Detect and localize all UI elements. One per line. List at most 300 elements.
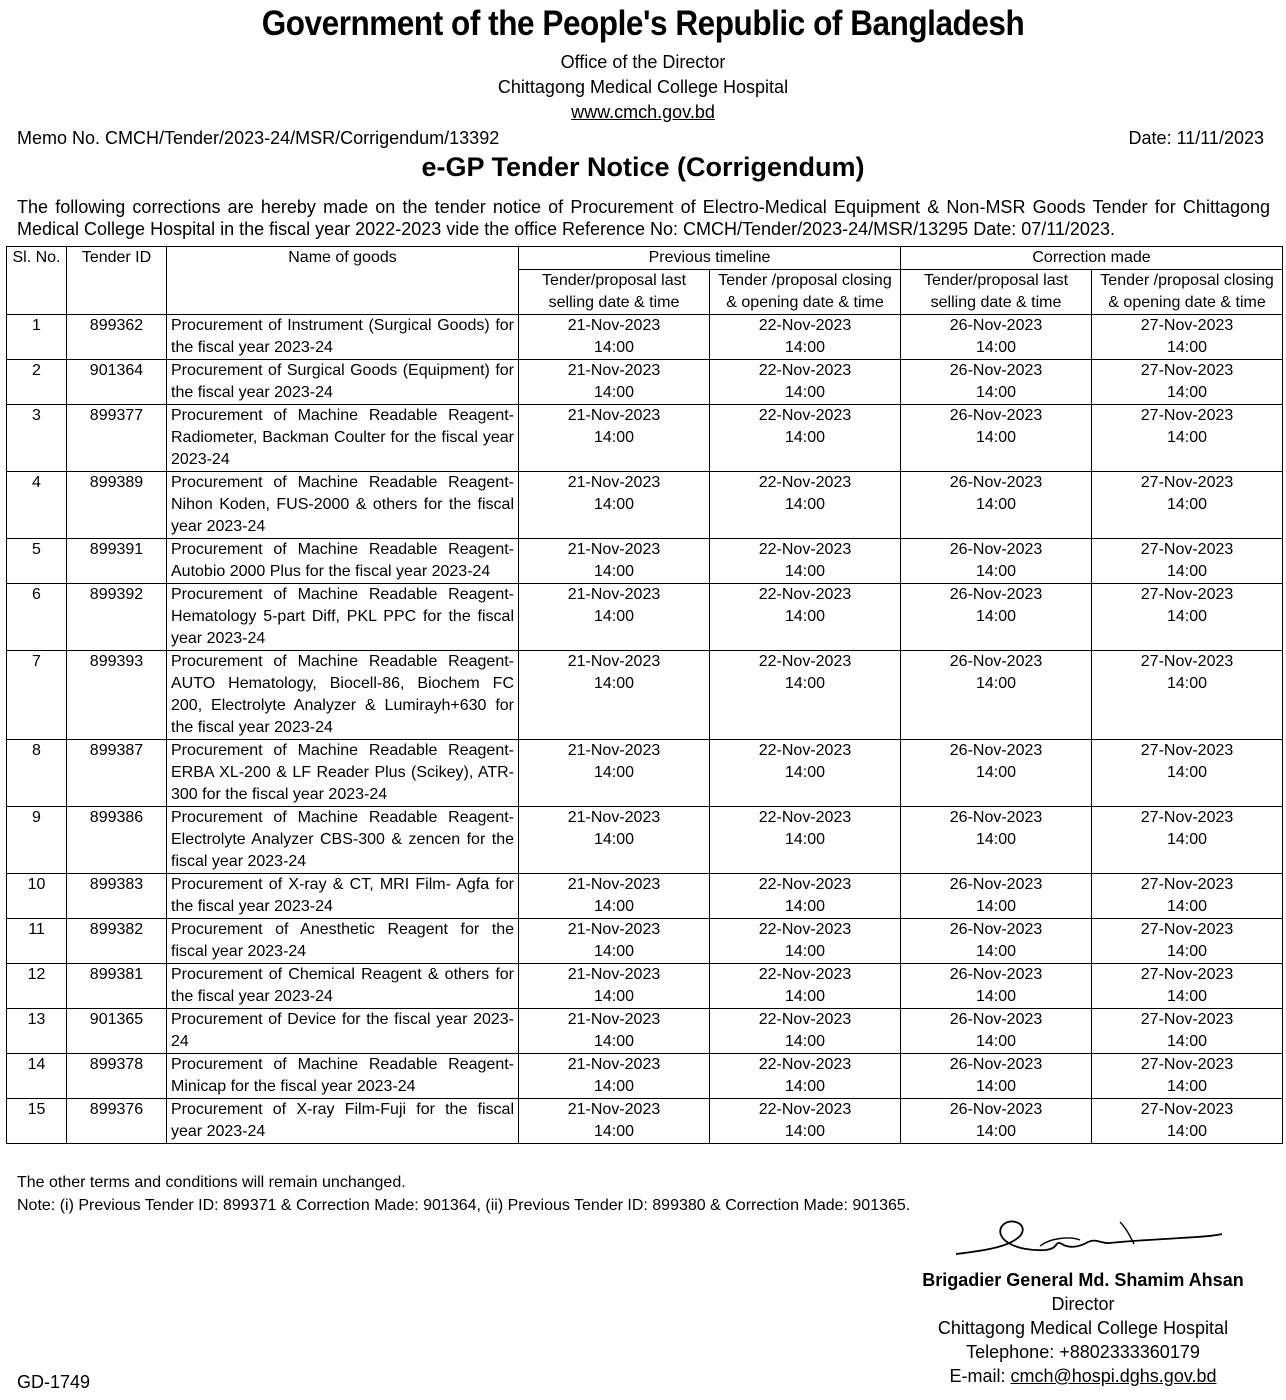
table-row bbox=[7, 472, 1283, 539]
cell-tender-id bbox=[67, 1009, 167, 1054]
time-value: 14:00 bbox=[975, 831, 1017, 848]
cell-goods bbox=[167, 360, 519, 405]
header-sl: Sl. No. bbox=[7, 247, 67, 315]
time-value: 14:00 bbox=[1166, 1123, 1208, 1140]
email-link[interactable]: cmch@hospi.dghs.gov.bd bbox=[1010, 1366, 1217, 1386]
cell-goods bbox=[167, 807, 519, 874]
time-value: 14:00 bbox=[1166, 943, 1208, 960]
table-row bbox=[7, 315, 1283, 360]
header-new-selling: Tender/proposal last selling date & time bbox=[901, 270, 1092, 315]
table-row bbox=[7, 539, 1283, 584]
signatory-telephone: Telephone: +8802333360179 bbox=[966, 1342, 1200, 1362]
cell-new-closing bbox=[1092, 360, 1283, 405]
date-value: 27-Nov-2023 bbox=[1140, 809, 1234, 826]
goods-name: Procurement of Machine Readable Reagent-Electrolyte Analyzer CBS-300 & zencen for the fiscal year 2023-24 bbox=[171, 809, 514, 870]
tender-id: 899387 bbox=[89, 742, 144, 759]
cell-prev-closing bbox=[710, 472, 901, 539]
cell-new-closing bbox=[1092, 472, 1283, 539]
tender-id: 899391 bbox=[89, 541, 144, 558]
date-value: 22-Nov-2023 bbox=[758, 474, 852, 491]
cell-new-selling bbox=[901, 1009, 1092, 1054]
date-value: 21-Nov-2023 bbox=[567, 921, 661, 938]
date-value: 21-Nov-2023 bbox=[567, 586, 661, 603]
cell-new-selling bbox=[901, 807, 1092, 874]
cell-new-closing bbox=[1092, 807, 1283, 874]
cell-new-closing bbox=[1092, 405, 1283, 472]
table-row bbox=[7, 874, 1283, 919]
cell-prev-closing bbox=[710, 807, 901, 874]
cell-prev-selling bbox=[519, 1009, 710, 1054]
cell-sl bbox=[7, 405, 67, 472]
cell-tender-id bbox=[67, 651, 167, 740]
table-row bbox=[7, 740, 1283, 807]
sl-number: 12 bbox=[27, 966, 46, 983]
tender-id: 899376 bbox=[89, 1101, 144, 1118]
date-value: 26-Nov-2023 bbox=[949, 1101, 1043, 1118]
footnote: Note: (i) Previous Tender ID: 899371 & Correction Made: 901364, (ii) Previous Tender ID: 899380 & Correction Made: 901365. bbox=[17, 1197, 911, 1214]
cell-sl bbox=[7, 360, 67, 405]
time-value: 14:00 bbox=[784, 988, 826, 1005]
time-value: 14:00 bbox=[784, 339, 826, 356]
page-title: Government of the People's Republic of Bangladesh bbox=[261, 4, 1025, 43]
cell-prev-selling bbox=[519, 1099, 710, 1144]
cell-tender-id bbox=[67, 315, 167, 360]
cell-goods bbox=[167, 539, 519, 584]
tender-id: 899378 bbox=[89, 1056, 144, 1073]
office-name: Office of the Director bbox=[560, 52, 726, 72]
time-value: 14:00 bbox=[1166, 988, 1208, 1005]
time-value: 14:00 bbox=[1166, 1033, 1208, 1050]
time-value: 14:00 bbox=[593, 496, 635, 513]
date-value: 21-Nov-2023 bbox=[567, 809, 661, 826]
goods-name: Procurement of Chemical Reagent & others for the fiscal year 2023-24 bbox=[171, 966, 514, 1005]
table-row bbox=[7, 1009, 1283, 1054]
cell-tender-id bbox=[67, 1099, 167, 1144]
date-value: 22-Nov-2023 bbox=[758, 362, 852, 379]
time-value: 14:00 bbox=[784, 1033, 826, 1050]
time-value: 14:00 bbox=[784, 563, 826, 580]
date-value: 26-Nov-2023 bbox=[949, 362, 1043, 379]
cell-tender-id bbox=[67, 472, 167, 539]
date-value: 21-Nov-2023 bbox=[567, 1011, 661, 1028]
sl-number: 14 bbox=[27, 1056, 46, 1073]
signatory-name: Brigadier General Md. Shamim Ahsan bbox=[922, 1270, 1244, 1290]
cell-new-closing bbox=[1092, 740, 1283, 807]
time-value: 14:00 bbox=[593, 943, 635, 960]
goods-name: Procurement of Machine Readable Reagent-AUTO Hematology, Biocell-86, Biochem FC 200, Electrolyte Analyzer & Lumirayh+630 for the fiscal year 2023-24 bbox=[171, 653, 514, 736]
cell-prev-closing bbox=[710, 651, 901, 740]
time-value: 14:00 bbox=[975, 1123, 1017, 1140]
cell-new-closing bbox=[1092, 315, 1283, 360]
header-correction-made: Correction made bbox=[901, 247, 1283, 270]
time-value: 14:00 bbox=[593, 675, 635, 692]
date-value: 22-Nov-2023 bbox=[758, 653, 852, 670]
time-value: 14:00 bbox=[593, 898, 635, 915]
cell-goods bbox=[167, 1099, 519, 1144]
notice-heading: e-GP Tender Notice (Corrigendum) bbox=[421, 152, 865, 182]
cell-prev-selling bbox=[519, 874, 710, 919]
time-value: 14:00 bbox=[1166, 384, 1208, 401]
cell-new-selling bbox=[901, 539, 1092, 584]
notice-date: Date: 11/11/2023 bbox=[1128, 128, 1264, 148]
time-value: 14:00 bbox=[593, 831, 635, 848]
time-value: 14:00 bbox=[784, 608, 826, 625]
date-value: 21-Nov-2023 bbox=[567, 317, 661, 334]
table-row bbox=[7, 964, 1283, 1009]
cell-prev-closing bbox=[710, 539, 901, 584]
cell-prev-closing bbox=[710, 1009, 901, 1054]
cell-prev-selling bbox=[519, 584, 710, 651]
date-value: 21-Nov-2023 bbox=[567, 1101, 661, 1118]
cell-new-selling bbox=[901, 964, 1092, 1009]
date-value: 26-Nov-2023 bbox=[949, 1056, 1043, 1073]
cell-tender-id bbox=[67, 807, 167, 874]
cell-sl bbox=[7, 874, 67, 919]
header-new-closing: Tender /proposal closing & opening date & time bbox=[1092, 270, 1283, 315]
cell-new-closing bbox=[1092, 584, 1283, 651]
website-link[interactable]: www.cmch.gov.bd bbox=[571, 102, 715, 122]
header-goods: Name of goods bbox=[167, 247, 519, 315]
time-value: 14:00 bbox=[593, 429, 635, 446]
cell-prev-closing bbox=[710, 919, 901, 964]
cell-tender-id bbox=[67, 584, 167, 651]
cell-prev-closing bbox=[710, 1054, 901, 1099]
date-value: 26-Nov-2023 bbox=[949, 876, 1043, 893]
tender-id: 901364 bbox=[89, 362, 144, 379]
sl-number: 4 bbox=[32, 474, 41, 491]
cell-prev-selling bbox=[519, 315, 710, 360]
date-value: 26-Nov-2023 bbox=[949, 653, 1043, 670]
cell-new-selling bbox=[901, 472, 1092, 539]
date-value: 26-Nov-2023 bbox=[949, 407, 1043, 424]
date-value: 27-Nov-2023 bbox=[1140, 966, 1234, 983]
table-row bbox=[7, 405, 1283, 472]
date-value: 27-Nov-2023 bbox=[1140, 317, 1234, 334]
reference-code: GD-1749 bbox=[17, 1372, 91, 1392]
goods-name: Procurement of Device for the fiscal year 2023-24 bbox=[171, 1011, 514, 1050]
cell-goods bbox=[167, 315, 519, 360]
date-value: 22-Nov-2023 bbox=[758, 876, 852, 893]
cell-prev-selling bbox=[519, 807, 710, 874]
cell-tender-id bbox=[67, 919, 167, 964]
date-value: 21-Nov-2023 bbox=[567, 966, 661, 983]
sl-number: 2 bbox=[32, 362, 41, 379]
date-value: 26-Nov-2023 bbox=[949, 809, 1043, 826]
time-value: 14:00 bbox=[784, 384, 826, 401]
time-value: 14:00 bbox=[975, 429, 1017, 446]
cell-sl bbox=[7, 964, 67, 1009]
date-value: 22-Nov-2023 bbox=[758, 742, 852, 759]
cell-new-closing bbox=[1092, 1054, 1283, 1099]
sl-number: 11 bbox=[28, 921, 45, 938]
table-row bbox=[7, 360, 1283, 405]
cell-sl bbox=[7, 1099, 67, 1144]
time-value: 14:00 bbox=[593, 339, 635, 356]
cell-sl bbox=[7, 1054, 67, 1099]
time-value: 14:00 bbox=[975, 988, 1017, 1005]
date-value: 21-Nov-2023 bbox=[567, 407, 661, 424]
cell-prev-closing bbox=[710, 874, 901, 919]
cell-new-closing bbox=[1092, 919, 1283, 964]
goods-name: Procurement of Machine Readable Reagent-Autobio 2000 Plus for the fiscal year 2023-24 bbox=[171, 541, 514, 580]
cell-prev-closing bbox=[710, 964, 901, 1009]
date-value: 27-Nov-2023 bbox=[1140, 474, 1234, 491]
time-value: 14:00 bbox=[975, 1078, 1017, 1095]
cell-new-selling bbox=[901, 315, 1092, 360]
header-tender-id: Tender ID bbox=[67, 247, 167, 315]
memo-number: Memo No. CMCH/Tender/2023-24/MSR/Corrigendum/13392 bbox=[17, 128, 500, 148]
cell-sl bbox=[7, 472, 67, 539]
goods-name: Procurement of Machine Readable Reagent-Radiometer, Backman Coulter for the fiscal year 2023-24 bbox=[171, 407, 514, 468]
time-value: 14:00 bbox=[784, 831, 826, 848]
cell-prev-closing bbox=[710, 405, 901, 472]
sl-number: 1 bbox=[32, 317, 41, 334]
cell-new-closing bbox=[1092, 874, 1283, 919]
sl-number: 3 bbox=[32, 407, 41, 424]
cell-goods bbox=[167, 405, 519, 472]
cell-new-selling bbox=[901, 360, 1092, 405]
table-row bbox=[7, 584, 1283, 651]
date-value: 27-Nov-2023 bbox=[1140, 742, 1234, 759]
date-value: 22-Nov-2023 bbox=[758, 1056, 852, 1073]
date-value: 27-Nov-2023 bbox=[1140, 1056, 1234, 1073]
time-value: 14:00 bbox=[975, 1033, 1017, 1050]
signatory-block bbox=[900, 1268, 1266, 1388]
cell-goods bbox=[167, 740, 519, 807]
date-value: 26-Nov-2023 bbox=[949, 966, 1043, 983]
time-value: 14:00 bbox=[975, 898, 1017, 915]
time-value: 14:00 bbox=[1166, 675, 1208, 692]
cell-goods bbox=[167, 919, 519, 964]
cell-tender-id bbox=[67, 405, 167, 472]
tender-table-body bbox=[7, 315, 1283, 1144]
tender-id: 901365 bbox=[89, 1011, 144, 1028]
hospital-name: Chittagong Medical College Hospital bbox=[497, 77, 789, 97]
tender-id: 899383 bbox=[89, 876, 144, 893]
date-value: 26-Nov-2023 bbox=[949, 1011, 1043, 1028]
email-label: E-mail: bbox=[949, 1366, 1011, 1386]
cell-sl bbox=[7, 1009, 67, 1054]
time-value: 14:00 bbox=[593, 1033, 635, 1050]
time-value: 14:00 bbox=[1166, 831, 1208, 848]
cell-new-closing bbox=[1092, 1099, 1283, 1144]
date-value: 27-Nov-2023 bbox=[1140, 876, 1234, 893]
cell-prev-selling bbox=[519, 964, 710, 1009]
date-value: 27-Nov-2023 bbox=[1140, 586, 1234, 603]
date-value: 26-Nov-2023 bbox=[949, 742, 1043, 759]
cell-sl bbox=[7, 919, 67, 964]
time-value: 14:00 bbox=[1166, 496, 1208, 513]
time-value: 14:00 bbox=[1166, 1078, 1208, 1095]
tender-id: 899386 bbox=[89, 809, 144, 826]
date-value: 27-Nov-2023 bbox=[1140, 407, 1234, 424]
goods-name: Procurement of X-ray & CT, MRI Film- Agfa for the fiscal year 2023-24 bbox=[171, 876, 514, 915]
cell-new-closing bbox=[1092, 964, 1283, 1009]
date-value: 27-Nov-2023 bbox=[1140, 362, 1234, 379]
time-value: 14:00 bbox=[1166, 563, 1208, 580]
cell-prev-selling bbox=[519, 405, 710, 472]
time-value: 14:00 bbox=[593, 1123, 635, 1140]
date-value: 22-Nov-2023 bbox=[758, 1011, 852, 1028]
cell-goods bbox=[167, 1054, 519, 1099]
cell-goods bbox=[167, 584, 519, 651]
date-value: 22-Nov-2023 bbox=[758, 921, 852, 938]
date-value: 27-Nov-2023 bbox=[1140, 921, 1234, 938]
sl-number: 6 bbox=[32, 586, 41, 603]
cell-prev-selling bbox=[519, 651, 710, 740]
time-value: 14:00 bbox=[784, 429, 826, 446]
cell-prev-selling bbox=[519, 539, 710, 584]
goods-name: Procurement of Machine Readable Reagent-Nihon Koden, FUS-2000 & others for the fiscal year 2023-24 bbox=[171, 474, 514, 535]
header-prev-closing: Tender /proposal closing & opening date & time bbox=[710, 270, 901, 315]
signature-image bbox=[950, 1210, 1230, 1270]
sl-number: 8 bbox=[32, 742, 41, 759]
date-value: 27-Nov-2023 bbox=[1140, 1011, 1234, 1028]
sl-number: 9 bbox=[32, 809, 41, 826]
cell-new-closing bbox=[1092, 539, 1283, 584]
cell-prev-selling bbox=[519, 1054, 710, 1099]
date-value: 22-Nov-2023 bbox=[758, 541, 852, 558]
cell-new-selling bbox=[901, 651, 1092, 740]
time-value: 14:00 bbox=[593, 988, 635, 1005]
date-value: 26-Nov-2023 bbox=[949, 541, 1043, 558]
cell-prev-selling bbox=[519, 360, 710, 405]
date-value: 22-Nov-2023 bbox=[758, 966, 852, 983]
table-row bbox=[7, 1099, 1283, 1144]
time-value: 14:00 bbox=[975, 764, 1017, 781]
time-value: 14:00 bbox=[593, 384, 635, 401]
time-value: 14:00 bbox=[784, 943, 826, 960]
time-value: 14:00 bbox=[784, 675, 826, 692]
cell-tender-id bbox=[67, 1054, 167, 1099]
cell-prev-closing bbox=[710, 740, 901, 807]
cell-sl bbox=[7, 740, 67, 807]
cell-goods bbox=[167, 651, 519, 740]
goods-name: Procurement of Machine Readable Reagent-Hematology 5-part Diff, PKL PPC for the fiscal year 2023-24 bbox=[171, 586, 514, 647]
cell-new-selling bbox=[901, 919, 1092, 964]
date-value: 22-Nov-2023 bbox=[758, 1101, 852, 1118]
time-value: 14:00 bbox=[975, 675, 1017, 692]
time-value: 14:00 bbox=[593, 563, 635, 580]
cell-prev-selling bbox=[519, 919, 710, 964]
goods-name: Procurement of Surgical Goods (Equipment) for the fiscal year 2023-24 bbox=[171, 362, 514, 401]
tender-id: 899381 bbox=[89, 966, 144, 983]
tender-table bbox=[6, 246, 1283, 1144]
time-value: 14:00 bbox=[784, 496, 826, 513]
header-prev-selling: Tender/proposal last selling date & time bbox=[519, 270, 710, 315]
table-row bbox=[7, 807, 1283, 874]
date-value: 22-Nov-2023 bbox=[758, 809, 852, 826]
cell-sl bbox=[7, 651, 67, 740]
time-value: 14:00 bbox=[975, 339, 1017, 356]
date-value: 26-Nov-2023 bbox=[949, 474, 1043, 491]
time-value: 14:00 bbox=[975, 496, 1017, 513]
cell-prev-closing bbox=[710, 360, 901, 405]
cell-new-selling bbox=[901, 405, 1092, 472]
cell-prev-selling bbox=[519, 740, 710, 807]
cell-prev-selling bbox=[519, 472, 710, 539]
cell-sl bbox=[7, 807, 67, 874]
cell-tender-id bbox=[67, 539, 167, 584]
cell-new-selling bbox=[901, 584, 1092, 651]
time-value: 14:00 bbox=[1166, 339, 1208, 356]
date-value: 27-Nov-2023 bbox=[1140, 653, 1234, 670]
cell-goods bbox=[167, 874, 519, 919]
date-value: 27-Nov-2023 bbox=[1140, 541, 1234, 558]
header-previous-timeline: Previous timeline bbox=[519, 247, 901, 270]
cell-new-closing bbox=[1092, 651, 1283, 740]
date-value: 22-Nov-2023 bbox=[758, 317, 852, 334]
time-value: 14:00 bbox=[593, 764, 635, 781]
signatory-designation: Director bbox=[1051, 1294, 1115, 1314]
cell-sl bbox=[7, 315, 67, 360]
cell-prev-closing bbox=[710, 1099, 901, 1144]
date-value: 21-Nov-2023 bbox=[567, 653, 661, 670]
cell-goods bbox=[167, 1009, 519, 1054]
goods-name: Procurement of Machine Readable Reagent-ERBA XL-200 & LF Reader Plus (Scikey), ATR-300 for the fiscal year 2023-24 bbox=[171, 742, 514, 803]
date-value: 21-Nov-2023 bbox=[567, 541, 661, 558]
signatory-email-line bbox=[900, 1364, 1266, 1388]
tender-id: 899377 bbox=[89, 407, 144, 424]
signatory-hospital: Chittagong Medical College Hospital bbox=[937, 1318, 1229, 1338]
date-value: 22-Nov-2023 bbox=[758, 586, 852, 603]
date-value: 22-Nov-2023 bbox=[758, 407, 852, 424]
date-value: 26-Nov-2023 bbox=[949, 317, 1043, 334]
tender-id: 899392 bbox=[89, 586, 144, 603]
cell-new-selling bbox=[901, 1054, 1092, 1099]
date-value: 21-Nov-2023 bbox=[567, 362, 661, 379]
cell-goods bbox=[167, 964, 519, 1009]
cell-new-selling bbox=[901, 874, 1092, 919]
cell-tender-id bbox=[67, 964, 167, 1009]
goods-name: Procurement of Instrument (Surgical Goods) for the fiscal year 2023-24 bbox=[171, 317, 514, 356]
cell-new-selling bbox=[901, 1099, 1092, 1144]
date-value: 21-Nov-2023 bbox=[567, 742, 661, 759]
cell-goods bbox=[167, 472, 519, 539]
time-value: 14:00 bbox=[975, 608, 1017, 625]
time-value: 14:00 bbox=[593, 1078, 635, 1095]
cell-tender-id bbox=[67, 740, 167, 807]
date-value: 21-Nov-2023 bbox=[567, 1056, 661, 1073]
cell-prev-closing bbox=[710, 315, 901, 360]
time-value: 14:00 bbox=[975, 384, 1017, 401]
time-value: 14:00 bbox=[784, 1078, 826, 1095]
goods-name: Procurement of Machine Readable Reagent-Minicap for the fiscal year 2023-24 bbox=[171, 1056, 514, 1095]
unchanged-statement: The other terms and conditions will remain unchanged. bbox=[17, 1174, 406, 1191]
cell-prev-closing bbox=[710, 584, 901, 651]
time-value: 14:00 bbox=[975, 563, 1017, 580]
time-value: 14:00 bbox=[784, 1123, 826, 1140]
tender-id: 899362 bbox=[89, 317, 144, 334]
time-value: 14:00 bbox=[784, 764, 826, 781]
time-value: 14:00 bbox=[975, 943, 1017, 960]
time-value: 14:00 bbox=[1166, 608, 1208, 625]
date-value: 26-Nov-2023 bbox=[949, 586, 1043, 603]
time-value: 14:00 bbox=[1166, 429, 1208, 446]
sl-number: 15 bbox=[27, 1101, 46, 1118]
date-value: 26-Nov-2023 bbox=[949, 921, 1043, 938]
sl-number: 10 bbox=[27, 876, 46, 893]
sl-number: 5 bbox=[32, 541, 41, 558]
date-value: 27-Nov-2023 bbox=[1140, 1101, 1234, 1118]
cell-tender-id bbox=[67, 874, 167, 919]
sl-number: 7 bbox=[32, 653, 41, 670]
table-row bbox=[7, 919, 1283, 964]
goods-name: Procurement of Anesthetic Reagent for the fiscal year 2023-24 bbox=[171, 921, 514, 960]
time-value: 14:00 bbox=[784, 898, 826, 915]
goods-name: Procurement of X-ray Film-Fuji for the fiscal year 2023-24 bbox=[171, 1101, 514, 1140]
sl-number: 13 bbox=[27, 1011, 46, 1028]
